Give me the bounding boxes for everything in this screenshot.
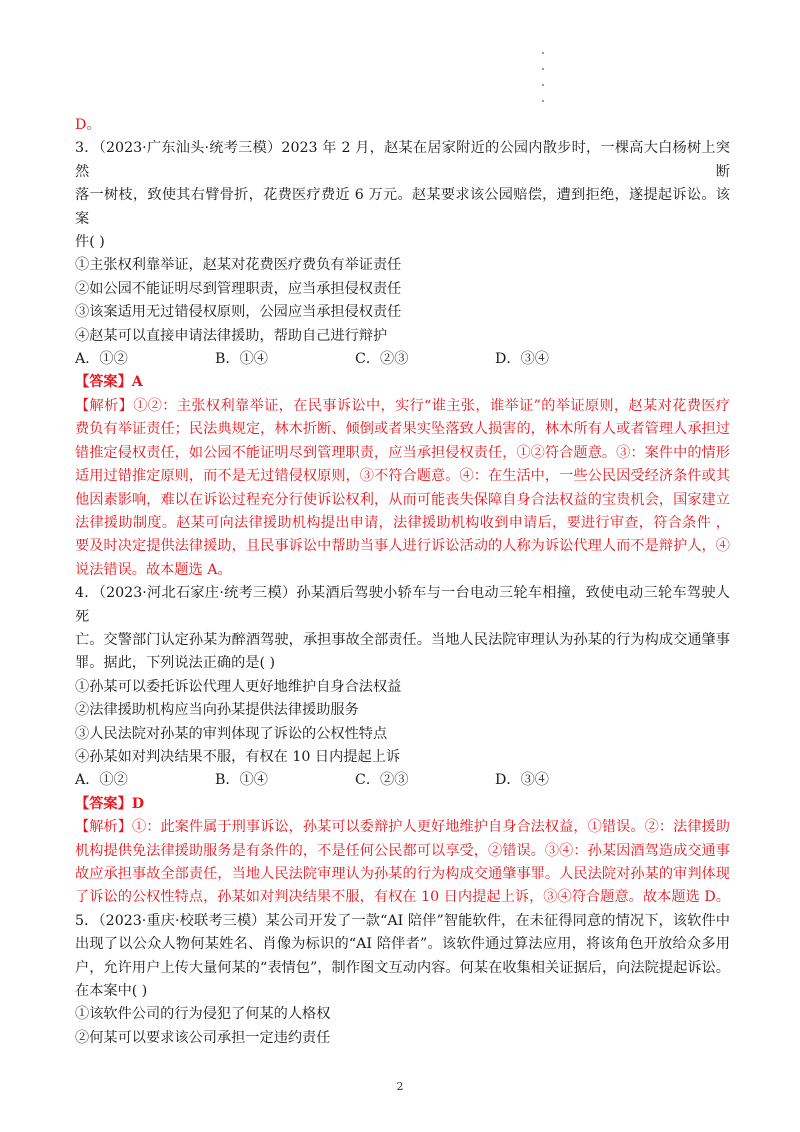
question-3 (75, 137, 730, 582)
q3-analysis-line-4: 适用过错推定原则，而不是无过错侵权原则，③不符合题意。④：在生活中，一些公民因受经济条件或其 (75, 468, 730, 485)
q4-item-1: ①孙某可以委托诉讼代理人更好地维护自身合法权益 (75, 678, 402, 695)
question-4 (75, 582, 730, 910)
q3-analysis-line-5: 他因素影响，难以在诉讼过程充分行使诉讼权利，从而可能丧失保障自身合法权益的宝贵机会，国家建立 (75, 491, 730, 508)
q4-stem-line-2: 亡。交警部门认定孙某为醉酒驾驶，承担事故全部责任。当地人民法院审理认为孙某的行为构成交通肇事 (75, 631, 730, 648)
q5-item-1: ①该软件公司的行为侵犯了何某的人格权 (75, 1006, 331, 1023)
q3-options (75, 348, 730, 371)
q4-stem-line-1: 4．（2023·河北石家庄·统考三模）孙某酒后驾驶小轿车与一台电动三轮车相撞，致使电动三轮车驾驶人死 (75, 585, 730, 625)
q4-option-a: A．①② (75, 772, 128, 789)
q3-analysis-line-2: 费负有举证责任；民法典规定，林木折断、倾倒或者果实坠落致人损害的，林木所有人或者管理人承担过 (75, 421, 730, 438)
q4-option-c: C．②③ (355, 772, 409, 789)
q4-analysis-line-3: 故应承担事故全部责任，当地人民法院审理认为孙某的行为构成交通肇事罪。人民法院对孙某的审判体现 (75, 866, 730, 882)
q3-analysis-line-6: 法律援助制度。赵某可向法律援助机构提出申请，法律援助机构收到申请后，要进行审查，符合条件 ， (75, 514, 730, 531)
previous-answer-tail: D。 (75, 117, 101, 133)
q3-analysis-line-7: 要及时决定提供法律援助，且民事诉讼中帮助当事人进行诉讼活动的人称为诉讼代理人而不是辩护人，④ (75, 538, 730, 555)
page-content (75, 114, 730, 1050)
q3-item-3: ③该案适用无过错侵权原则，公园应当承担侵权责任 (75, 304, 402, 321)
q3-analysis-line-1: 【解析】①②：主张权利靠举证，在民事诉讼中，实行“谁主张，谁举证”的举证原则，赵某对花费医疗 (75, 397, 730, 414)
q5-stem-line-3: 户，允许用户上传大量何某的“表情包”，制作图文互动内容。何某在收集相关证据后，向法院提起诉讼。 (75, 959, 730, 976)
q4-analysis-line-2: 机构提供免法律援助服务是有条件的，不是任何公民都可以享受，②错误。③④：孙某因酒驾造成交通事 (75, 842, 730, 859)
q5-stem-line-2: 出现了以公众人物何某姓名、肖像为标识的“AI 陪伴者”。该软件通过算法应用，将该角色开放给众多用 (75, 936, 730, 953)
header-dots (540, 52, 546, 116)
q4-stem-line-3: 罪。据此，下列说法正确的是( ) (75, 655, 276, 672)
q4-answer: 【答案】D (75, 795, 145, 812)
q3-item-2: ②如公园不能证明尽到管理职责，应当承担侵权责任 (75, 280, 402, 297)
q3-item-4: ④赵某可以直接申请法律援助，帮助自己进行辩护 (75, 327, 388, 344)
q4-item-3: ③人民法院对孙某的审判体现了诉讼的公权性特点 (75, 725, 388, 742)
q3-option-c: C．②③ (355, 351, 409, 368)
q3-option-a: A．①② (75, 351, 128, 368)
q3-item-1: ①主张权利靠举证，赵某对花费医疗费负有举证责任 (75, 257, 402, 274)
q4-option-b: B．①④ (215, 772, 268, 789)
q3-stem-line-2: 落一树枝，致使其右臂骨折，花费医疗费近 6 万元。赵某要求该公园赔偿，遭到拒绝，遂提起诉讼。该案 (75, 187, 730, 227)
q4-item-2: ②法律援助机构应当向孙某提供法律援助服务 (75, 702, 359, 719)
q5-item-2: ②何某可以要求该公司承担一定违约责任 (75, 1029, 331, 1046)
q4-item-4: ④孙某如对判决结果不服，有权在 10 日内提起上诉 (75, 748, 401, 765)
page-number: 2 (396, 1080, 404, 1093)
q3-answer: 【答案】A (75, 374, 143, 391)
q3-option-b: B．①④ (215, 351, 268, 368)
q4-analysis-line-4: 了诉讼的公权性特点，孙某如对判决结果不服，有权在 10 日内提起上诉，③④符合题意。故本题选 D。 (75, 889, 730, 906)
question-5 (75, 910, 730, 1050)
q4-options (75, 769, 730, 792)
q5-stem-line-1: 5．（2023·重庆·校联考三模）某公司开发了一款“AI 陪伴”智能软件，在未征得同意的情况下，该软件中 (75, 912, 730, 929)
q3-stem-line-3: 件( ) (75, 234, 105, 251)
q3-stem-line-1: 3．（2023·广东汕头·统考三模）2023 年 2 月，赵某在居家附近的公园内散步时，一棵高大白杨树上突然断 (75, 140, 730, 180)
q3-analysis-line-3: 错推定侵权责任，如公园不能证明尽到管理职责，应当承担侵权责任，①②符合题意。③：案件中的情形 (75, 444, 730, 461)
q3-option-d: D．③④ (495, 351, 549, 368)
q3-analysis-line-8: 说法错误。故本题选 A。 (75, 561, 232, 578)
q4-analysis-line-1: 【解析】①：此案件属于刑事诉讼，孙某可以委辩护人更好地维护自身合法权益，①错误。②：法律援助 (75, 819, 730, 836)
q4-option-d: D．③④ (495, 772, 549, 789)
q5-stem-line-4: 在本案中( ) (75, 983, 148, 1000)
